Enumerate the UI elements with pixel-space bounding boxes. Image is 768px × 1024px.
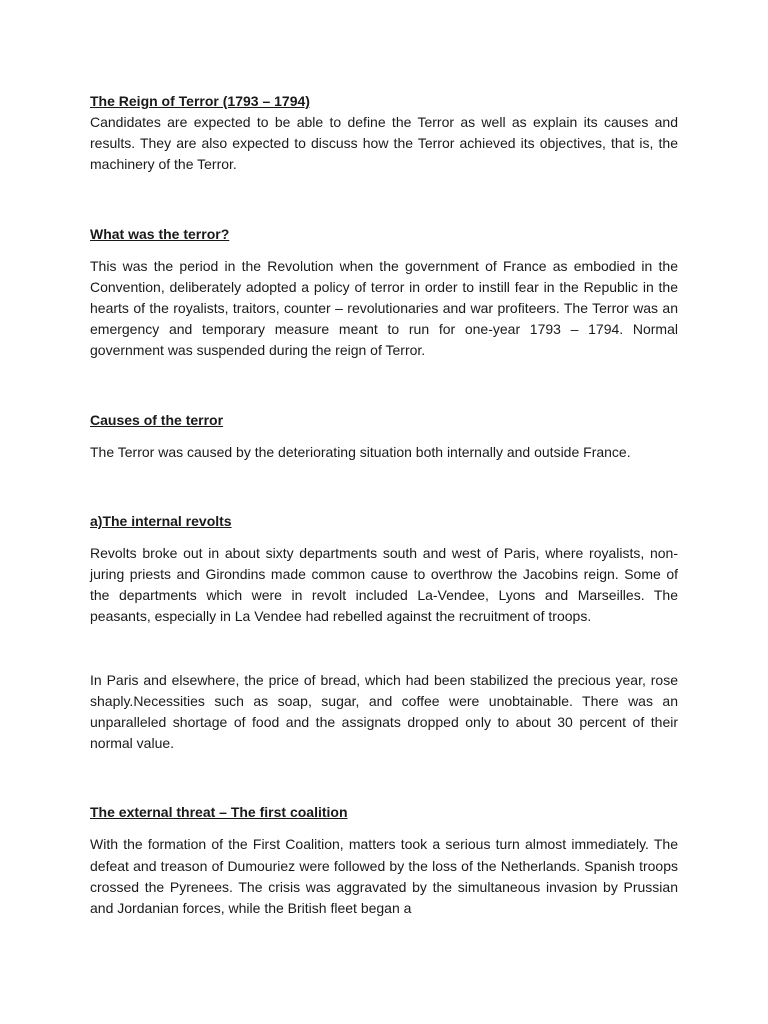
paragraph-definition: This was the period in the Revolution when the government of France as embodied in the Convention, deliberately adopted a policy of terror in order to instill fear in the Republic in the hearts of the royalists, traitors, counter – revolutionaries and war profiteers. The Terror was an emergency and temporary measure meant to run for one-year 1793 – 1794. Normal government was suspended during the reign of Terror. [90,257,678,359]
paragraph-revolts: Revolts broke out in about sixty departments south and west of Paris, where royalists, non-juring priests and Girondins made common cause to overthrow the Jacobins reign. Some of the departments which were in revolt included La-Vendee, Lyons and Marseilles. The peasants, especially in La Vendee had rebelled against the recruitment of troops. [90,544,678,625]
section-heading-what-was-terror: What was the terror? [90,225,230,242]
paragraph-first-coalition: With the formation of the First Coalition, matters took a serious turn almost immediately. The defeat and treason of Dumouriez were followed by the loss of the Netherlands. Spanish troops crossed the Pyrenees. The crisis was aggravated by the simultaneous invasion by Prussian and Jordanian forces, while the British fleet began a [90,836,678,917]
paragraph-bread-prices: In Paris and elsewhere, the price of bread, which had been stabilized the precious year, rose shaply.Necessities such as soap, sugar, and coffee were unobtainable. There was an unparalleled shortage of food and the assignats dropped only to about 30 percent of their normal value. [90,671,678,752]
section-heading-internal-revolts: a)The internal revolts [90,512,232,529]
document-page [90,91,678,919]
section-heading-causes: Causes of the terror [90,411,224,428]
section-heading-external-threat: The external threat – The first coalition [90,804,348,821]
intro-paragraph: Candidates are expected to be able to define the Terror as well as explain its causes and results. They are also expected to discuss how the Terror achieved its objectives, that is, the machinery of the Terror. [90,114,678,173]
paragraph-causes: The Terror was caused by the deteriorating situation both internally and outside France. [90,443,631,460]
document-title: The Reign of Terror (1793 – 1794) [90,93,310,109]
